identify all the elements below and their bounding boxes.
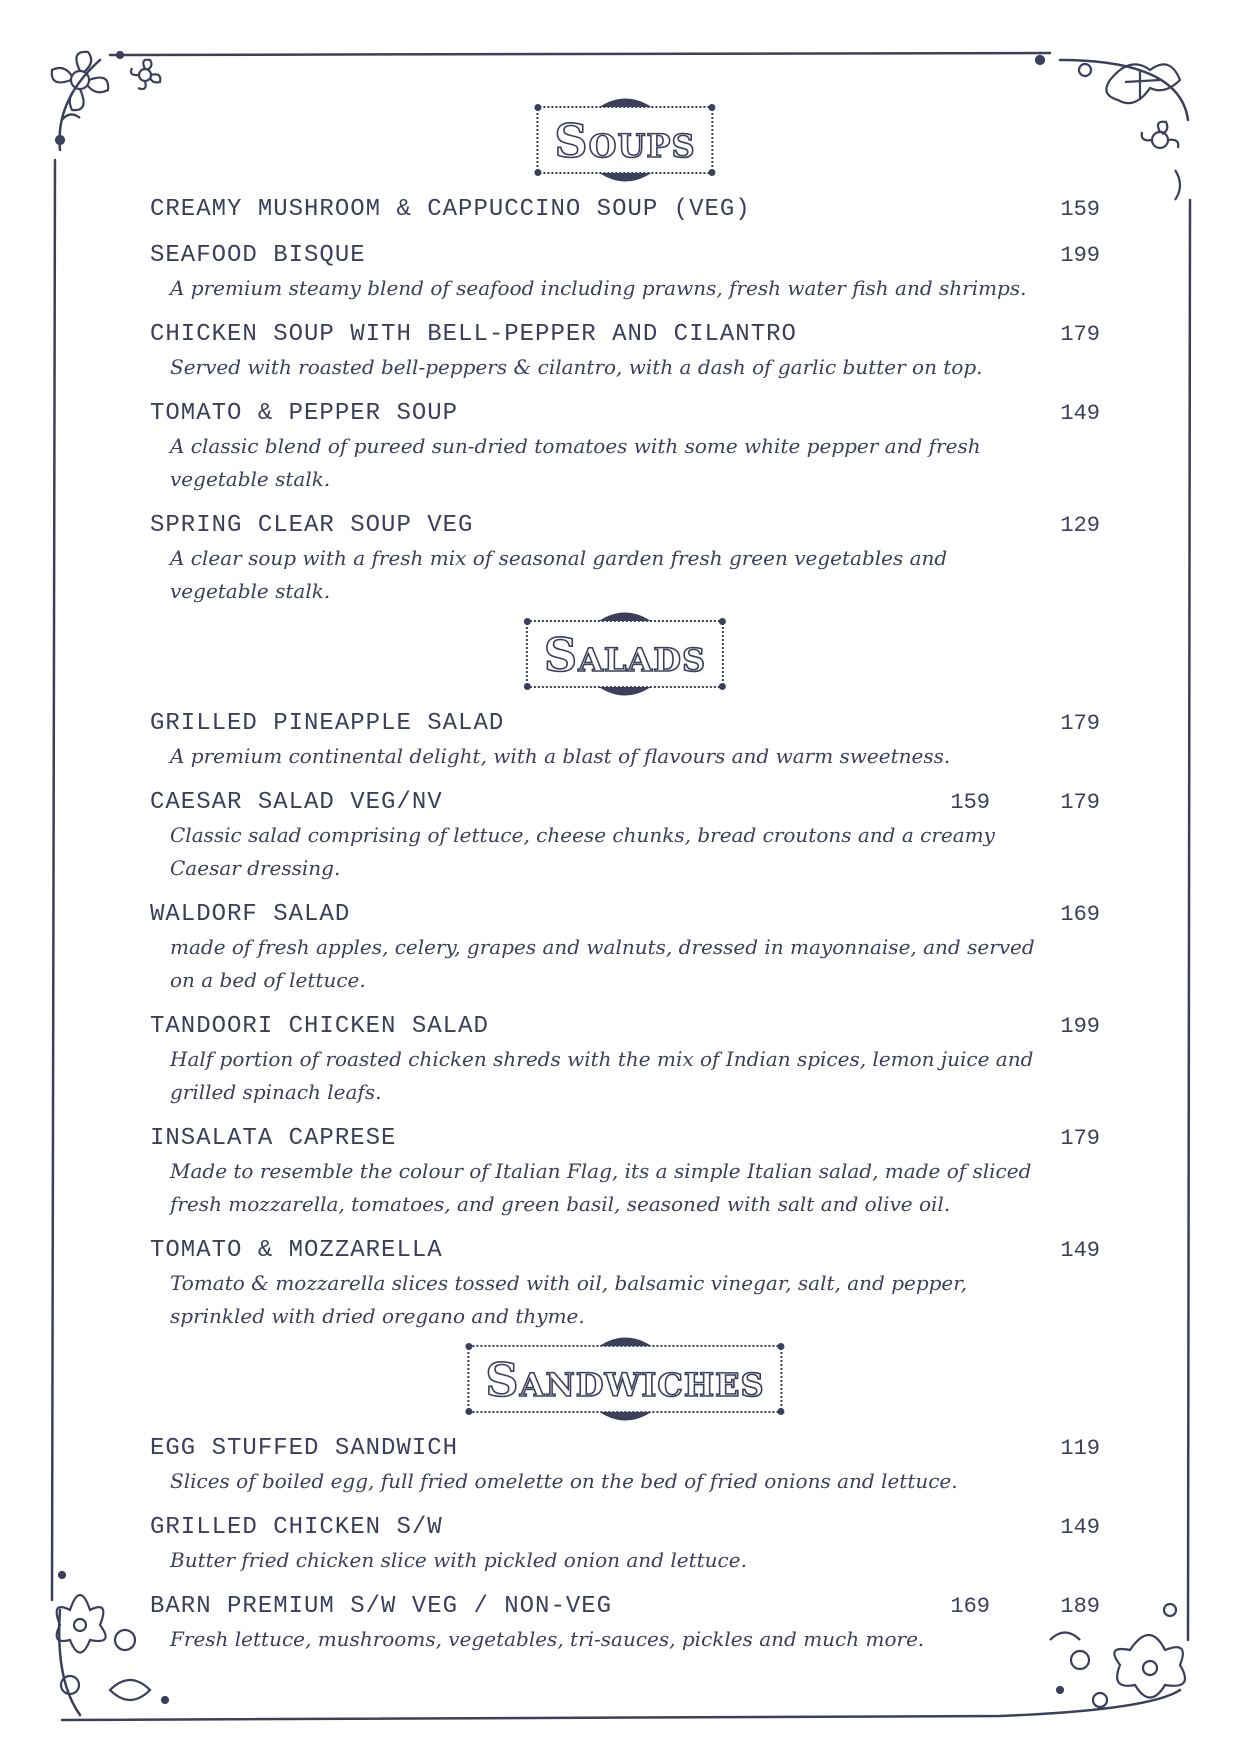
- item-name: WALDORF SALAD: [150, 901, 351, 928]
- section-title: Salads: [543, 628, 707, 682]
- section-title: Soups: [554, 114, 696, 168]
- item-name: EGG STUFFED SANDWICH: [150, 1435, 459, 1462]
- item-description: A premium continental delight, with a blast of flavours and warm sweetness.: [170, 744, 951, 768]
- menu-item: [150, 1512, 1100, 1577]
- item-description: Classic salad comprising of lettuce, cheese chunks, bread croutons and a creamy Caesar dressing.: [170, 823, 995, 880]
- item-description: Butter fried chicken slice with pickled onion and lettuce.: [170, 1548, 747, 1572]
- item-description: Fresh lettuce, mushrooms, vegetables, tri-sauces, pickles and much more.: [170, 1627, 925, 1651]
- ornament-icon: [597, 1411, 653, 1423]
- item-description: made of fresh apples, celery, grapes and walnuts, dressed in mayonnaise, and served on a bed of lettuce.: [170, 935, 1035, 992]
- menu-item: [150, 899, 1100, 997]
- menu-item: [150, 194, 1100, 226]
- item-description: Half portion of roasted chicken shreds with the mix of Indian spices, lemon juice and grilled spinach leafs.: [170, 1047, 1034, 1104]
- menu-content: [150, 90, 1100, 1670]
- floral-corner-icon: [52, 52, 160, 144]
- item-name: TOMATO & PEPPER SOUP: [150, 400, 459, 427]
- item-price: 129: [1060, 513, 1100, 538]
- item-price: 119: [1060, 1436, 1100, 1461]
- menu-item: [150, 319, 1100, 384]
- item-description: Served with roasted bell-peppers & cilantro, with a dash of garlic butter on top.: [170, 355, 983, 379]
- item-price: 149: [1060, 401, 1100, 426]
- menu-item: [150, 1123, 1100, 1221]
- item-price: 149: [1060, 1238, 1100, 1263]
- item-price: 179: [1060, 711, 1100, 736]
- section-badge: [536, 106, 713, 174]
- menu-item: [150, 708, 1100, 773]
- item-description: A classic blend of pureed sun-dried tomatoes with some white pepper and fresh vegetable stalk.: [170, 434, 981, 491]
- item-price: 199: [1060, 1014, 1100, 1039]
- item-name: INSALATA CAPRESE: [150, 1125, 397, 1152]
- ornament-icon: [597, 172, 653, 184]
- menu-item: [150, 1591, 1100, 1656]
- item-name: TANDOORI CHICKEN SALAD: [150, 1013, 489, 1040]
- item-price: 199: [1060, 243, 1100, 268]
- item-description: Tomato & mozzarella slices tossed with oil, balsamic vinegar, salt, and pepper, sprinkled with dried oregano and thyme.: [170, 1271, 967, 1328]
- item-name: TOMATO & MOZZARELLA: [150, 1237, 443, 1264]
- item-name: SPRING CLEAR SOUP VEG: [150, 512, 474, 539]
- menu-item: [150, 1433, 1100, 1498]
- menu-item: [150, 1011, 1100, 1109]
- item-description: Slices of boiled egg, full fried omelette on the bed of fried onions and lettuce.: [170, 1469, 958, 1493]
- item-name: CAESAR SALAD VEG/NV: [150, 789, 443, 816]
- section-header-salads: [150, 604, 1100, 708]
- item-description: A premium steamy blend of seafood including prawns, fresh water fish and shrimps.: [170, 276, 1027, 300]
- item-name: BARN PREMIUM S/W VEG / NON-VEG: [150, 1593, 613, 1620]
- section-header-sandwiches: [150, 1329, 1100, 1433]
- section-badge: [526, 620, 724, 688]
- item-price: 179: [1060, 322, 1100, 347]
- section-header-soups: [150, 90, 1100, 194]
- ornament-icon: [597, 1335, 653, 1347]
- item-name: GRILLED CHICKEN S/W: [150, 1514, 443, 1541]
- item-price: 169: [1060, 902, 1100, 927]
- item-price: 179: [1060, 1126, 1100, 1151]
- item-name: CREAMY MUSHROOM & CAPPUCCINO SOUP (VEG): [150, 196, 751, 223]
- item-description: A clear soup with a fresh mix of seasonal garden fresh green vegetables and vegetable stalk.: [170, 546, 948, 603]
- item-name: CHICKEN SOUP WITH BELL-PEPPER AND CILANTRO: [150, 321, 797, 348]
- ornament-icon: [597, 96, 653, 108]
- item-price: 159: [1060, 197, 1100, 222]
- item-price: 189: [1060, 1594, 1100, 1619]
- item-description: Made to resemble the colour of Italian Flag, its a simple Italian salad, made of sliced fresh mozzarella, tomatoes, and green basil, seasoned with salt and olive oil.: [170, 1159, 1032, 1216]
- section-title: Sandwiches: [485, 1353, 765, 1407]
- section-badge: [467, 1345, 782, 1413]
- item-price-veg: 169: [950, 1594, 990, 1619]
- item-name: GRILLED PINEAPPLE SALAD: [150, 710, 505, 737]
- menu-item: [150, 787, 1100, 885]
- menu-item: [150, 1235, 1100, 1333]
- menu-item: [150, 510, 1100, 608]
- ornament-icon: [597, 610, 653, 622]
- item-price: 149: [1060, 1515, 1100, 1540]
- item-price: 179: [1060, 790, 1100, 815]
- item-name: SEAFOOD BISQUE: [150, 242, 366, 269]
- ornament-icon: [597, 686, 653, 698]
- menu-item: [150, 398, 1100, 496]
- menu-item: [150, 240, 1100, 305]
- item-price-veg: 159: [950, 790, 990, 815]
